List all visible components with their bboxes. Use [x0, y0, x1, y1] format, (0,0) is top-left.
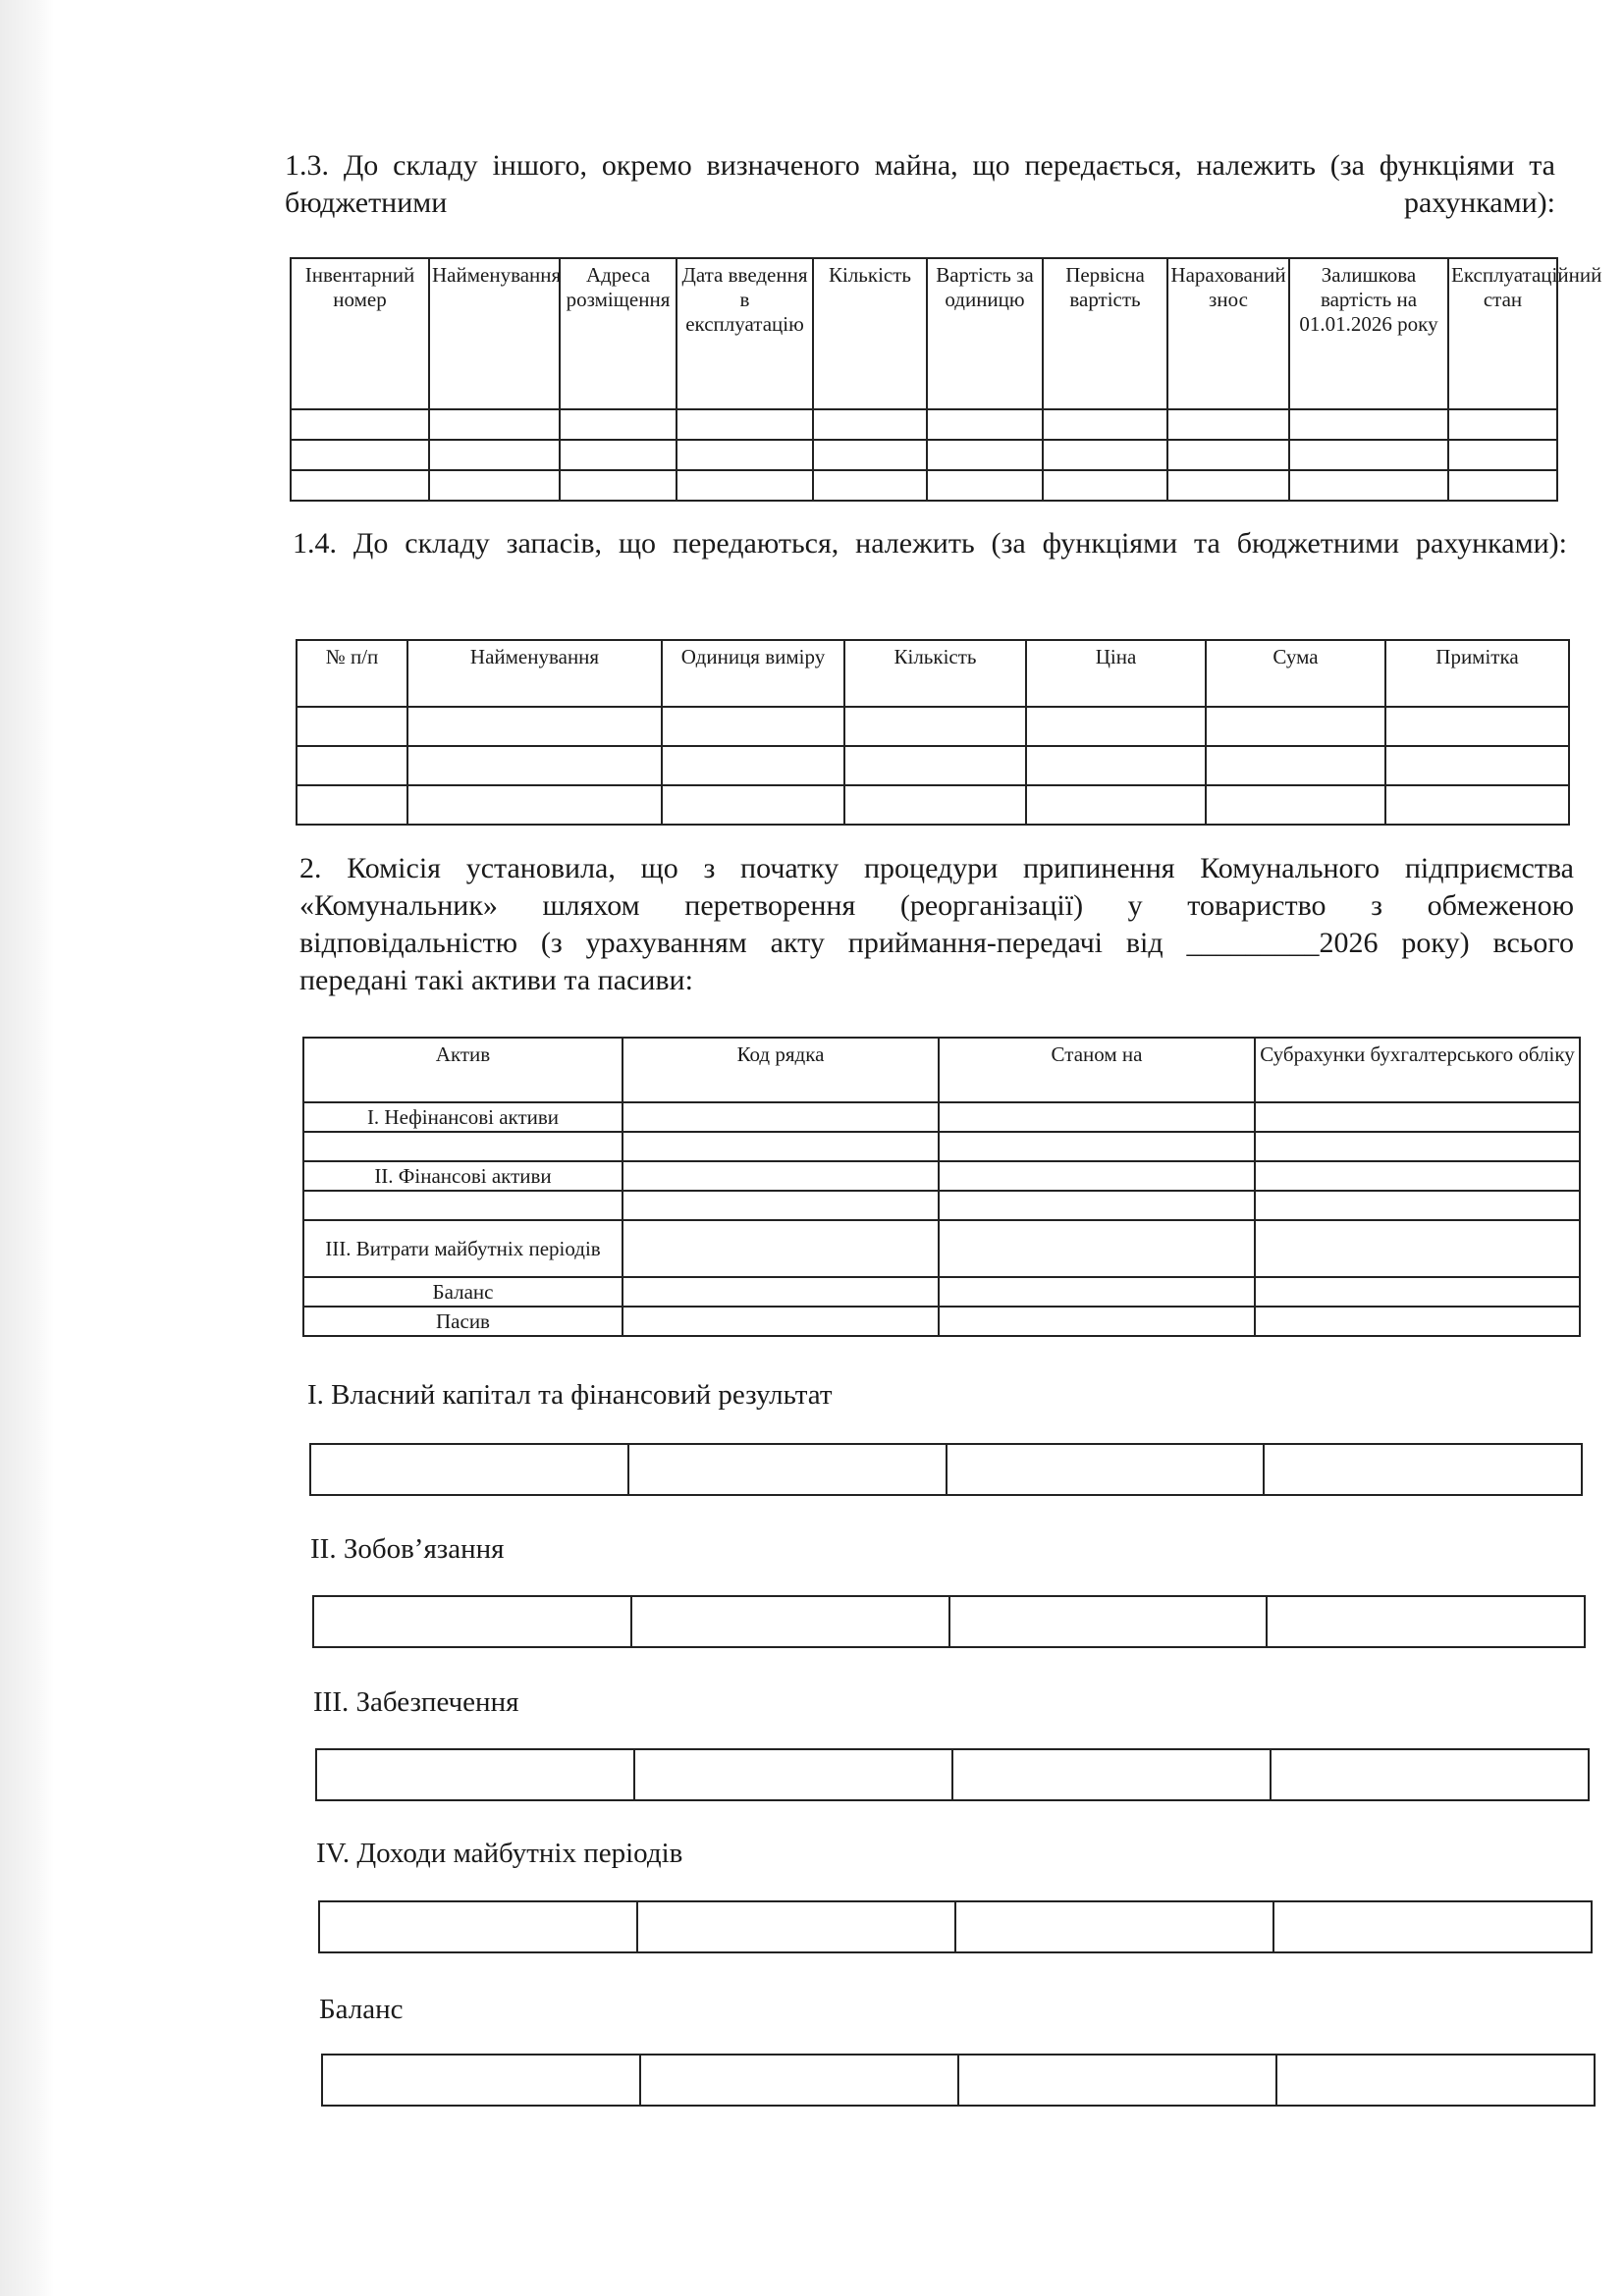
header-cell: Залишкова вартість на 01.01.2026 року [1289, 258, 1448, 409]
liabilities-table [312, 1595, 1586, 1648]
row-label: ІІ. Фінансові активи [303, 1161, 623, 1191]
row-label: І. Нефінансові активи [303, 1102, 623, 1132]
table-row [297, 746, 1569, 785]
table-row [291, 470, 1557, 501]
section-2-line: передані такі активи та пасиви: [299, 964, 693, 996]
section-1-4-text: 1.4. До складу запасів, що передаються, належить (за функціями та бюджетними рахунками): [293, 527, 1567, 560]
assets-table [302, 1037, 1581, 1337]
header-cell: Вартість за одиницю [927, 258, 1043, 409]
section-2-line: 2. Комісія установила, що з початку процедури припинення Комунального підприємства [299, 852, 1574, 884]
table-row [303, 1161, 1580, 1191]
section-heading: Баланс [319, 1994, 404, 2025]
header-cell: Примітка [1385, 640, 1569, 707]
section-2-line: «Комунальник» шляхом перетворення (реорганізації) у товариство з обмеженою [299, 889, 1574, 922]
table-row [291, 409, 1557, 440]
header-cell: Субрахунки бухгалтерського обліку [1255, 1038, 1580, 1102]
header-cell: Кількість [813, 258, 927, 409]
row-label [303, 1191, 623, 1220]
table-row [303, 1220, 1580, 1277]
row-label: ІІІ. Витрати майбутніх періодів [303, 1220, 623, 1277]
table-row [303, 1191, 1580, 1220]
section-heading: І. Власний капітал та фінансовий результат [307, 1379, 833, 1411]
row-label [303, 1132, 623, 1161]
header-cell: Одиниця виміру [662, 640, 844, 707]
row-label: Баланс [303, 1277, 623, 1307]
equity-table [309, 1443, 1583, 1496]
header-cell: Інвентарний номер [291, 258, 429, 409]
header-cell: Нарахований знос [1167, 258, 1289, 409]
table-row [303, 1307, 1580, 1336]
other-property-table [290, 257, 1602, 502]
row-label: Пасив [303, 1307, 623, 1336]
section-heading: ІІ. Зобов’язання [310, 1533, 505, 1565]
header-cell: Актив [303, 1038, 623, 1102]
table-row [297, 785, 1569, 825]
table-row [303, 1132, 1580, 1161]
table-row [303, 1102, 1580, 1132]
header-cell: Первісна вартість [1043, 258, 1167, 409]
header-cell: Кількість [844, 640, 1026, 707]
table-row [303, 1277, 1580, 1307]
header-cell: Ціна [1026, 640, 1206, 707]
balance-table [321, 2054, 1596, 2107]
header-cell: Дата введення в експлуатацію [677, 258, 813, 409]
header-cell: № п/п [297, 640, 407, 707]
table-row [291, 440, 1557, 470]
table-row [297, 707, 1569, 746]
section-heading: ІІІ. Забезпечення [313, 1686, 519, 1718]
deferred-income-table [318, 1900, 1593, 1953]
header-cell: Код рядка [623, 1038, 939, 1102]
section-2-text-part: відповідальністю (з урахуванням акту приймання-передачі від [299, 927, 1187, 959]
section-2-text-part: 2026 року) всього [1319, 927, 1574, 959]
date-blank: _________ [1186, 927, 1320, 959]
header-cell: Сума [1206, 640, 1385, 707]
section-heading: IV. Доходи майбутніх періодів [316, 1838, 683, 1869]
header-cell: Експлуатаційний стан [1448, 258, 1557, 409]
header-cell: Найменування [407, 640, 662, 707]
header-cell: Адреса розміщення [560, 258, 677, 409]
section-1-3-text: 1.3. До складу іншого, окремо визначеного майна, що передається, належить (за функціями та бюджетними рахунками): [285, 149, 1555, 219]
header-cell: Станом на [939, 1038, 1255, 1102]
inventory-table [296, 639, 1570, 826]
scan-margin [0, 0, 54, 2296]
section-2-line [299, 925, 1574, 962]
section-2-text [299, 850, 1574, 999]
header-cell: Найменування [429, 258, 560, 409]
provisions-table [315, 1748, 1590, 1801]
